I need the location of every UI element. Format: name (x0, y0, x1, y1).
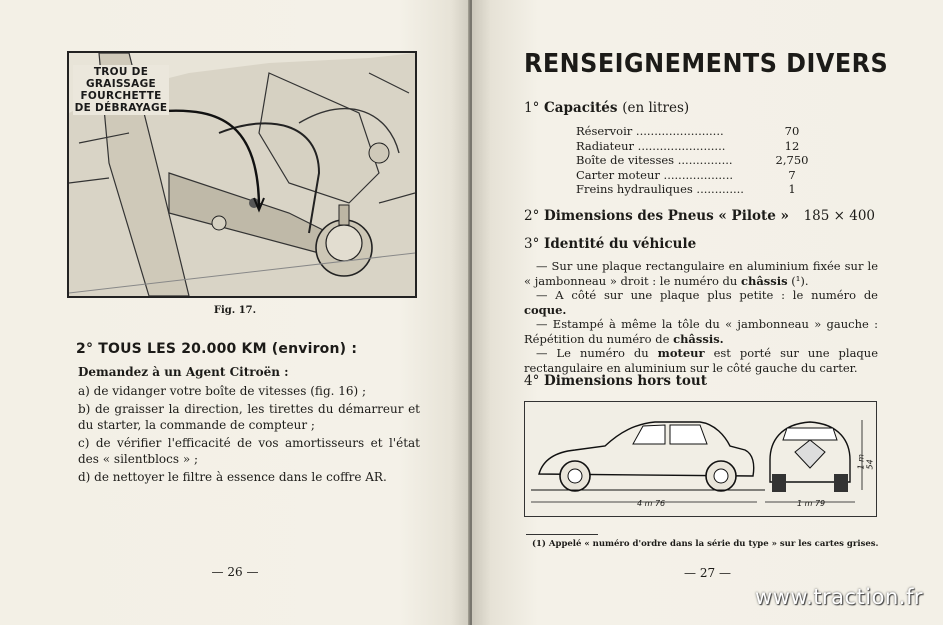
height-label: 1 m 54 (856, 454, 875, 470)
identity-para (524, 259, 878, 288)
tyres-value: 185 × 400 (803, 208, 875, 224)
row-label: Freins hydrauliques ............. (576, 182, 744, 197)
footnote-rule (526, 534, 598, 535)
row-value: 7 (788, 167, 796, 182)
section-title: Dimensions des Pneus « Pilote » (544, 208, 789, 224)
maintenance-list (78, 364, 420, 487)
section-number: 3° (524, 236, 540, 252)
section-unit: (en litres) (622, 100, 690, 116)
row-label: Carter moteur ................... (576, 167, 734, 182)
table-row (576, 168, 816, 183)
section-title: Dimensions hors tout (544, 373, 707, 389)
section-title: Capacités (544, 100, 618, 116)
list-item: b) de graisser la direction, les tirettes du démarreur et du starter, la commande de compteur ; (78, 402, 420, 432)
capacities-heading (524, 100, 689, 116)
section-number: 4° (524, 373, 540, 389)
bold-run: moteur (657, 346, 705, 360)
text-run: est porté sur une plaque rectangulaire en aluminium sur le côté gauche du carter. (524, 346, 878, 375)
figure-callout (73, 65, 169, 115)
table-row (576, 182, 816, 197)
text-run: — Sur une plaque rectangulaire en aluminium fixée sur le « jambonneau » droit : le numéro du (524, 259, 878, 288)
engine-figure (67, 51, 417, 298)
footnote: (1) Appelé « numéro d'ordre dans la série du type » sur les cartes grises. (532, 539, 879, 549)
width-label: 1 m 79 (797, 499, 826, 508)
text-run: — Le numéro du (536, 346, 658, 360)
car-dimensions-drawing (524, 401, 877, 517)
page-number-left: — 26 — (211, 565, 259, 579)
row-value: 1 (788, 182, 796, 197)
section-heading: 2° TOUS LES 20.000 KM (environ) : (76, 341, 358, 357)
demand-line: Demandez à un Agent Citroën : (78, 365, 289, 379)
page-number-right: — 27 — (684, 566, 731, 580)
section-number: 2° (524, 208, 540, 224)
table-row (576, 124, 816, 139)
callout-line: DE DÉBRAYAGE (74, 102, 168, 114)
row-label: Radiateur ........................ (576, 138, 726, 153)
row-value: 70 (784, 124, 800, 138)
identity-para (524, 346, 878, 375)
identity-para (524, 317, 878, 346)
text-run: — Estampé à même la tôle du « jambonneau » gauche : Répétition du numéro de (524, 317, 878, 346)
capacities-table (576, 124, 816, 197)
section-title: Identité du véhicule (544, 236, 697, 252)
bold-run: châssis (740, 273, 788, 288)
table-row (576, 153, 816, 168)
list-item: a) de vidanger votre boîte de vitesses (fig. 16) ; (78, 384, 367, 398)
callout-line: TROU DE (93, 66, 149, 78)
identity-text (524, 259, 878, 375)
text-run: (¹). (787, 273, 809, 288)
tyres-heading (524, 208, 789, 224)
figure-caption: Fig. 17. (213, 305, 257, 316)
list-item: c) de vérifier l'efficacité de vos amortisseurs et l'état des « silentblocs » ; (78, 436, 420, 466)
row-label: Réservoir ........................ (576, 124, 724, 138)
list-item: d) de nettoyer le filtre à essence dans le coffre AR. (78, 470, 387, 484)
length-label: 4 m 76 (637, 499, 666, 508)
row-label: Boîte de vitesses ............... (576, 153, 733, 168)
callout-line: GRAISSAGE (85, 78, 156, 90)
watermark: www.traction.fr (755, 585, 923, 609)
row-value: 12 (784, 138, 800, 153)
identity-heading (524, 236, 696, 252)
page-title: RENSEIGNEMENTS DIVERS (524, 49, 889, 79)
row-value: 2,750 (775, 153, 809, 168)
left-page (0, 0, 470, 625)
bold-run: châssis. (673, 331, 724, 346)
section-number: 1° (524, 100, 540, 116)
right-page (472, 0, 943, 625)
bold-run: coque. (524, 302, 567, 317)
identity-para (524, 288, 878, 317)
text-run: — A côté sur une plaque plus petite : le numéro de (536, 288, 878, 302)
callout-line: FOURCHETTE (80, 90, 162, 102)
overall-heading (524, 373, 707, 389)
table-row (576, 139, 816, 154)
